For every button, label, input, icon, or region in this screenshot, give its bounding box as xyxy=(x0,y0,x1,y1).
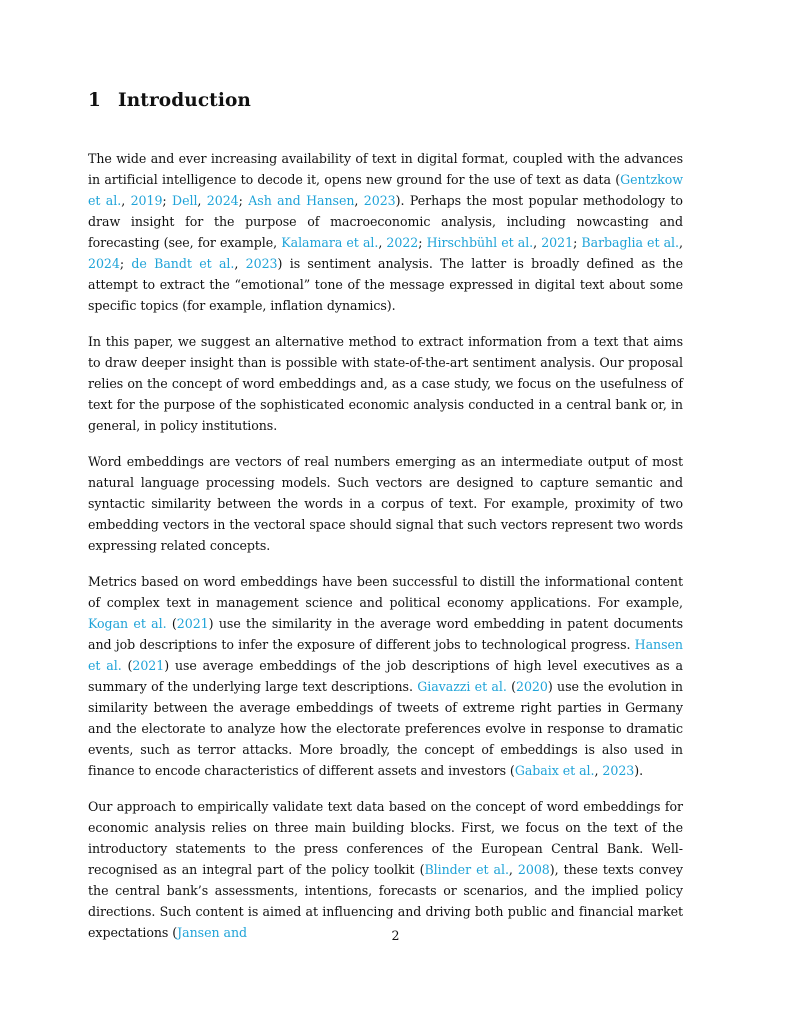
paragraph-text: ; xyxy=(418,235,427,250)
paragraph-1 xyxy=(88,148,683,316)
citation-link[interactable]: de Bandt et al. xyxy=(131,256,235,271)
paragraph-text: , xyxy=(197,193,207,208)
paragraph-text: ). xyxy=(634,763,644,778)
citation-link[interactable]: 2022 xyxy=(386,235,419,250)
paragraph-3 xyxy=(88,451,683,556)
paragraph-text: , xyxy=(378,235,387,250)
paragraph-text: ) use the similarity in the average word embedding in patent documents and job descriptions to infer the exposure of different jobs to technological progress. xyxy=(88,616,683,652)
citation-link[interactable]: Kogan et al. xyxy=(88,616,167,631)
paragraph-text: ; xyxy=(573,235,582,250)
citation-link[interactable]: Hirschbühl et al. xyxy=(426,235,534,250)
paragraph-text: ) use the evolution in similarity between the average embeddings of tweets of extreme right parties in Germany and the electorate to analyze how the electorate preferences evolve in response to dramatic events, such as terror attacks. More broadly, the concept of embeddings is also used in finance to encode characteristics of different assets and investors ( xyxy=(88,679,683,778)
paragraph-2 xyxy=(88,331,683,436)
citation-link[interactable]: Dell xyxy=(172,193,198,208)
citation-link[interactable]: 2019 xyxy=(130,193,163,208)
paragraph-text: ( xyxy=(166,616,177,631)
citation-link[interactable]: Ash and Hansen xyxy=(248,193,355,208)
citation-link[interactable]: 2021 xyxy=(541,235,574,250)
citation-link[interactable]: Jansen and xyxy=(177,925,248,940)
paragraph-text: ). Perhaps the most popular methodology to draw insight for the purpose of macroeconomic analysis, including nowcasting and forecasting (see, for example, xyxy=(88,193,683,250)
citation-link[interactable]: Barbaglia et al. xyxy=(581,235,679,250)
paragraph-text: , xyxy=(679,235,683,250)
paragraph-text: ) is sentiment analysis. The latter is broadly defined as the attempt to extract the “emotional” tone of the message expressed in digital text about some specific topics (for example, inflation dynamics). xyxy=(88,256,683,313)
section-number: 1 xyxy=(88,90,101,111)
citation-link[interactable]: 2024 xyxy=(206,193,239,208)
paragraph-text: ( xyxy=(506,679,516,694)
citation-link[interactable]: 2024 xyxy=(88,256,120,271)
paragraph-text: , xyxy=(121,193,131,208)
paragraph-text: Metrics based on word embeddings have been successful to distill the informational content of complex text in management science and political economy applications. For example, xyxy=(88,574,683,610)
citation-link[interactable]: Gabaix et al. xyxy=(514,763,595,778)
citation-link[interactable]: 2023 xyxy=(602,763,635,778)
paragraph-5 xyxy=(88,796,683,943)
section-title: Introduction xyxy=(118,90,251,111)
page-number: 2 xyxy=(391,928,400,943)
citation-link[interactable]: 2020 xyxy=(515,679,548,694)
paragraph-text: , xyxy=(508,862,518,877)
paragraph-text: , xyxy=(533,235,542,250)
paragraph-text: Our approach to empirically validate text data based on the concept of word embeddings for economic analysis relies on three main building blocks. First, we focus on the text of the introductory statements to the press conferences of the European Central Bank. Well-recognised as an integral part of the policy toolkit ( xyxy=(88,799,683,877)
paragraph-4 xyxy=(88,571,683,781)
paragraph-text: In this paper, we suggest an alternative method to extract information from a text that aims to draw deeper insight than is possible with state-of-the-art sentiment analysis. Our proposal relies on the concept of word embeddings and, as a case study, we focus on the usefulness of text for the purpose of the sophisticated economic analysis conducted in a central bank or, in general, in policy institutions. xyxy=(88,334,683,433)
citation-link[interactable]: 2021 xyxy=(176,616,209,631)
citation-link[interactable]: 2021 xyxy=(132,658,165,673)
citation-link[interactable]: 2023 xyxy=(363,193,396,208)
citation-link[interactable]: 2008 xyxy=(517,862,550,877)
paragraph-text: ; xyxy=(119,256,132,271)
body-text xyxy=(88,148,683,958)
citation-link[interactable]: 2023 xyxy=(245,256,278,271)
paragraph-text: ), these texts convey the central bank’s assessments, intentions, forecasts or scenarios, and the implied policy directions. Such content is aimed at influencing and driving both public and financial market expectations ( xyxy=(88,862,683,940)
section-heading xyxy=(88,90,251,111)
paragraph-text: ( xyxy=(121,658,133,673)
citation-link[interactable]: Blinder et al. xyxy=(424,862,509,877)
paragraph-text: ) use average embeddings of the job descriptions of high level executives as a summary of the underlying large text descriptions. xyxy=(88,658,683,694)
citation-link[interactable]: Hansen et al. xyxy=(88,637,683,673)
paragraph-text: ; xyxy=(162,193,173,208)
citation-link[interactable]: Kalamara et al. xyxy=(281,235,379,250)
citation-link[interactable]: Giavazzi et al. xyxy=(417,679,507,694)
paragraph-text: , xyxy=(594,763,603,778)
paragraph-text: , xyxy=(234,256,246,271)
paragraph-text: The wide and ever increasing availability of text in digital format, coupled with the advances in artificial intelligence to decode it, opens new ground for the use of text as data ( xyxy=(88,151,683,187)
paragraph-text: ; xyxy=(238,193,249,208)
paragraph-text: Word embeddings are vectors of real numbers emerging as an intermediate output of most natural language processing models. Such vectors are designed to capture semantic and syntactic similarity between the words in a corpus of text. For example, proximity of two embedding vectors in the vectoral space should signal that such vectors represent two words expressing related concepts. xyxy=(88,454,683,553)
paragraph-text: , xyxy=(354,193,364,208)
citation-link[interactable]: Gentzkow et al. xyxy=(88,172,683,208)
